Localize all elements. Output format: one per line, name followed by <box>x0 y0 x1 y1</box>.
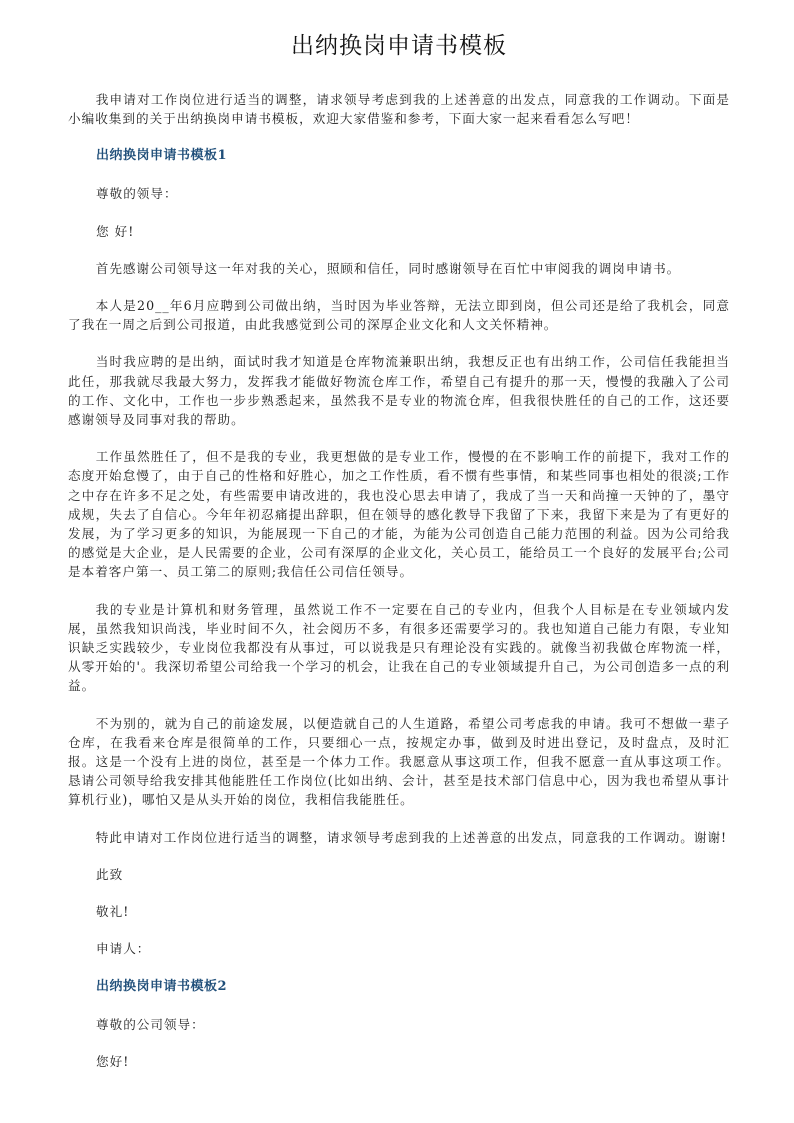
applicant-label: 申请人： <box>96 941 151 957</box>
greeting: 您好! <box>96 1053 130 1069</box>
body-paragraph: 特此申请对工作岗位进行适当的调整，请求领导考虑到我的上述善意的出发点，同意我的工作调动。谢谢! <box>95 829 728 845</box>
document-page <box>68 30 730 1089</box>
body-paragraph: 当时我应聘的是出纳，面试时我才知道是仓库物流兼职出纳，我想反正也有出纳工作，公司信任我能担当此任，那我就尽我最大努力，发挥我才能做好物流仓库工作，希望自己有提升的那一天，慢慢的我融入了公司的工作、文化中，工作也一步步熟悉起来，虽然我不是专业的物流仓库，但我很快胜任的自己的工作，这还要感谢领导及同事对我的帮助。 <box>68 354 730 428</box>
body-paragraph: 我的专业是计算机和财务管理，虽然说工作不一定要在自己的专业内，但我个人目标是在专业领域内发展，虽然我知识尚浅，毕业时间不久，社会阅历不多，有很多还需要学习的。我也知道自己能力有限，专业知识缺乏实践较少，专业岗位我都没有从事过，可以说我是只有理论没有实践的。就像当初我做仓库物流一样，从零开始的'。我深切希望公司给我一个学习的机会，让我在自己的专业领域提升自己，为公司创造多一点的利益。 <box>68 601 730 694</box>
body-paragraph: 本人是20__年6月应聘到公司做出纳，当时因为毕业答辩，无法立即到岗，但公司还是给了我机会，同意了我在一周之后到公司报道，由此我感觉到公司的深厚企业文化和人文关怀精神。 <box>68 298 730 333</box>
body-paragraph: 不为别的，就为自己的前途发展，以便造就自己的人生道路，希望公司考虑我的申请。我可不想做一辈子仓库，在我看来仓库是很简单的工作，只要细心一点，按规定办事，做到及时进出登记，及时盘点，及时汇报。这是一个没有上进的岗位，甚至是一个体力工作。我愿意从事这项工作，但我不愿意一直从事这项工作。恳请公司领导给我安排其他能胜任工作岗位(比如出纳、会计，甚至是技术部门信息中心，因为我也希望从事计算机行业)，哪怕又是从头开始的岗位，我相信我能胜任。 <box>68 715 730 808</box>
closing-line: 此致 <box>96 866 124 882</box>
salutation: 尊敬的领导： <box>96 186 178 202</box>
document-title: 出纳换岗申请书模板 <box>291 33 507 59</box>
section-heading-1: 出纳换岗申请书模板1 <box>96 148 228 164</box>
salutation: 尊敬的公司领导： <box>96 1016 205 1032</box>
body-paragraph: 工作虽然胜任了，但不是我的专业，我更想做的是专业工作，慢慢的在不影响工作的前提下，我对工作的态度开始怠慢了，由于自己的性格和好胜心，加之工作性质，看不惯有些事情，和某些同事也相处的很淡;工作之中存在许多不足之处，有些需要申请改进的，我也没心思去申请了，我成了当一天和尚撞一天钟的了，墨守成规，失去了自信心。今年年初忍痛提出辞职，但在领导的感化教导下我留了下来，我留下来是为了有更好的发展，为了学习更多的知识，为能展现一下自己的才能，为能为公司创造自己能力范围的利益。因为公司给我的感觉是大企业，是人民需要的企业，公司有深厚的企业文化，关心员工，能给员工一个良好的发展平台;公司是本着客户第一、员工第二的原则;我信任公司信任领导。 <box>68 449 730 580</box>
greeting: 您 好! <box>96 223 135 239</box>
section-heading-2: 出纳换岗申请书模板2 <box>96 978 228 994</box>
intro-paragraph: 我申请对工作岗位进行适当的调整，请求领导考虑到我的上述善意的出发点，同意我的工作调动。下面是小编收集到的关于出纳换岗申请书模板，欢迎大家借鉴和参考，下面大家一起来看看怎么写吧！ <box>68 92 730 127</box>
closing-salute: 敬礼! <box>96 904 130 920</box>
body-paragraph: 首先感谢公司领导这一年对我的关心，照顾和信任，同时感谢领导在百忙中审阅我的调岗申请书。 <box>95 260 681 276</box>
